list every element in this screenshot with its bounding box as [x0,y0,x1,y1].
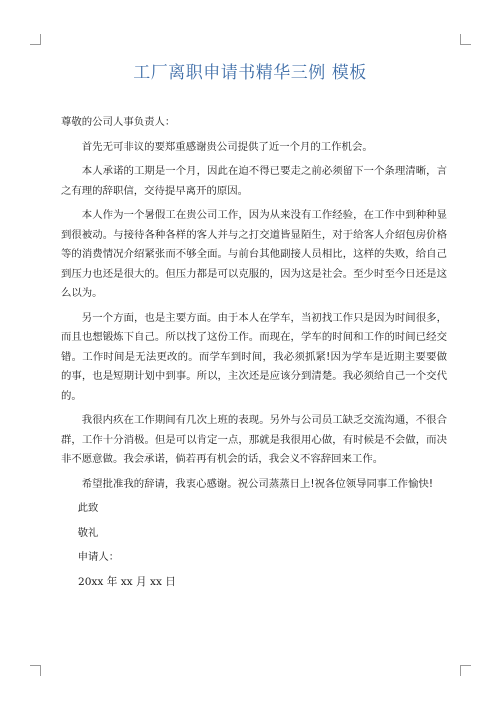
crop-mark-top-right [460,34,471,45]
signer-label: 申请人： [77,551,120,563]
document-title: 工厂离职申请书精华三例 模板 [133,63,367,83]
crop-mark-top-left [30,34,41,45]
paragraph-6: 希望批准我的辞请，我衷心感谢。祝公司蒸蒸日上!祝各位领导同事工作愉快! [81,477,434,490]
letter-date: 20xx 年 xx 月 xx 日 [77,575,176,588]
crop-mark-bottom-right [460,665,471,676]
closing-salute: 敬礼 [77,526,99,539]
paragraph-3: 本人作为一个暑假工在贵公司工作，因为从来没有工作经验，在工作中到种种显到很被动。与接待各种各样的客人并与之打交道皆显陌生，对于给客人介绍包房价格等的消费情况介绍紧张而不够全面。与前台其他副接人员相比，这样的失败，给自己到压力也还是很大的。但压力都是可以克服的，因为这是社会。至少时至今日还是这么以为。 [61,209,447,299]
letter-body [61,113,447,597]
salutation: 尊敬的公司人事负责人： [61,116,176,128]
paragraph-2: 本人承诺的工期是一个月，因此在迫不得已要走之前必须留下一个条理清晰，言之有理的辞职信，交待提早离开的原因。 [61,165,447,197]
paragraph-4: 另一个方面，也是主要方面。由于本人在学车，当初找工作只是因为时间很多，而且也想锻炼下自己。所以找了这份工作。而现在，学车的时间和工作的时间已经交错。工作时间是无法更改的。而学车到时间，我必须抓紧!因为学车是近期主要要做的事，也是短期计划中到事。所以，主次还是应该分到清楚。我必须给自己一个交代的。 [61,311,447,402]
paragraph-5: 我很内疚在工作期间有几次上班的表现。另外与公司员工缺乏交流沟通，不很合群，工作十分消极。但是可以肯定一点，那就是我很用心做，有时候是不会做，而决非不愿意做。我会承诺，倘若再有机会的话，我会义不容辞回来工作。 [61,414,447,465]
paragraph-1: 首先无可非议的要郑重感谢贵公司提供了近一个月的工作机会。 [81,140,373,153]
crop-mark-bottom-left [30,665,41,676]
closing-regards: 此致 [77,502,99,514]
